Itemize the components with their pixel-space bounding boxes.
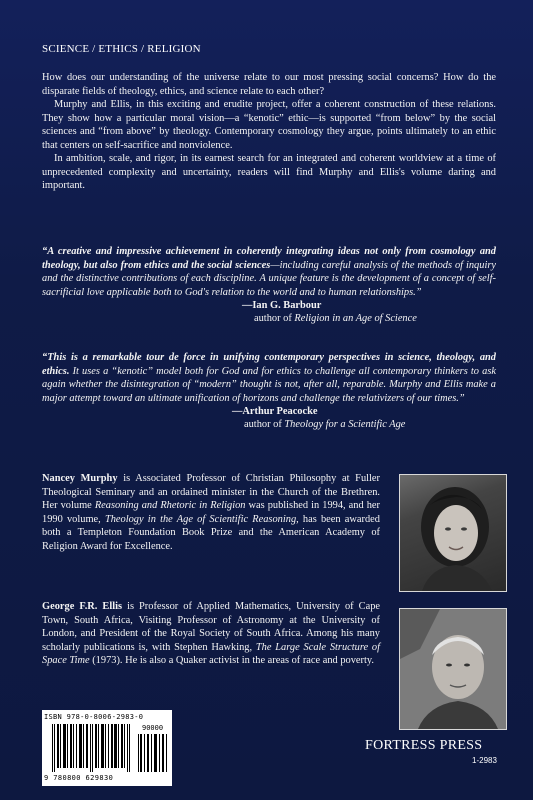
quote-author-book-title: Religion in an Age of Science <box>294 313 417 324</box>
author-name: Nancey Murphy <box>42 473 118 484</box>
author-bio: George F.R. Ellis is Professor of Applied Mathematics, University of Cape Town, South Africa, Visiting Professor of Astronomy at the University of London, and President of the Royal Society of South Africa. Among his many scholarly publications is, with Stephen Hawking, The Large Scale Structure of Space Time (1973). He is also a Quaker activist in the areas of race and poverty. <box>42 601 381 667</box>
quote-author: —Ian G. Barbour <box>242 300 322 311</box>
quote-author-credit: author of Religion in an Age of Science <box>254 313 417 324</box>
category-label: SCIENCE / ETHICS / RELIGION <box>42 43 201 55</box>
isbn-label: ISBN 978-0-8006-2983-0 <box>44 713 144 721</box>
quote-text: It uses a “kenotic” model both for God and for ethics to challenge all contemporary thinkers to ask again whether the disintegration of “modern” thought is not, after all, reparable. Murphy and Ellis make a major attempt toward an ultimate unification of horizons and challenge the relativizers of our times.” <box>42 365 496 404</box>
author-portrait-image <box>400 475 506 591</box>
author-portrait-image <box>400 609 506 729</box>
author-bio: Nancey Murphy is Associated Professor of Christian Philosophy at Fuller Theological Seminary and an ordained minister in the Church of the Brethren. Her volume Reasoning and Rhetoric in Religion was published in 1994, and her 1990 volume, Theology in the Age of Scientific Reasoning, has been awarded both a Templeton Foundation Book Prize and the American Academy of Religion Award for Excellence. <box>42 473 380 552</box>
quote-highlight: “This is a remarkable tour de force in unifying contemporary perspectives in science, theology, and ethics. <box>42 352 496 377</box>
description-paragraph: In ambition, scale, and rigor, in its earnest search for an integrated and coherent worldview at a time of unprecedented complexity and uncertainty, readers will find Murphy and Ellis's volume daring and important. <box>42 153 496 191</box>
quote-author: —Arthur Peacocke <box>232 406 318 417</box>
author-name: George F.R. Ellis <box>42 601 123 612</box>
description-paragraph: How does our understanding of the universe relate to our most pressing social concerns? How do the disparate fields of theology, ethics, and science relate to each other? <box>42 72 496 97</box>
publisher-name: FORTRESS PRESS <box>365 738 483 753</box>
publisher-code: 1-2983 <box>472 756 497 765</box>
endorsement-quote <box>42 351 496 431</box>
barcode-addon-bars <box>138 734 168 772</box>
endorsement-quote <box>42 245 496 325</box>
description-paragraph: Murphy and Ellis, in this exciting and erudite project, offer a coherent construction of these relations. They show how a particular moral vision—a “kenotic” ethic—is supported “from below” by the social sciences and “from above” by theology. Contemporary cosmology they argue, points ultimately to an ethic that centers on self-sacrifice and nonviolence. <box>42 99 496 151</box>
barcode-bars <box>52 724 132 772</box>
quote-highlight: “A creative and impressive achievement in coherently integrating ideas not only from cosmology and theology, but also from ethics and the social sciences <box>42 246 496 271</box>
quote-text: —including careful analysis of the methods of inquiry and the distinctive contributions of each discipline. A unique feature is the development of a concept of self-sacrificial love applicable both to God's relation to the world and to human relationships.” <box>42 259 496 298</box>
ean-digits: 9 780800 629830 <box>44 774 114 782</box>
author-photo <box>399 474 507 592</box>
quote-author-credit: author of Theology for a Scientific Age <box>244 419 406 430</box>
book-description <box>42 71 496 193</box>
barcode-addon-digits: 90000 <box>142 724 164 732</box>
author-photo <box>399 608 507 730</box>
barcode <box>42 710 172 786</box>
quote-author-book-title: Theology for a Scientific Age <box>284 419 406 430</box>
